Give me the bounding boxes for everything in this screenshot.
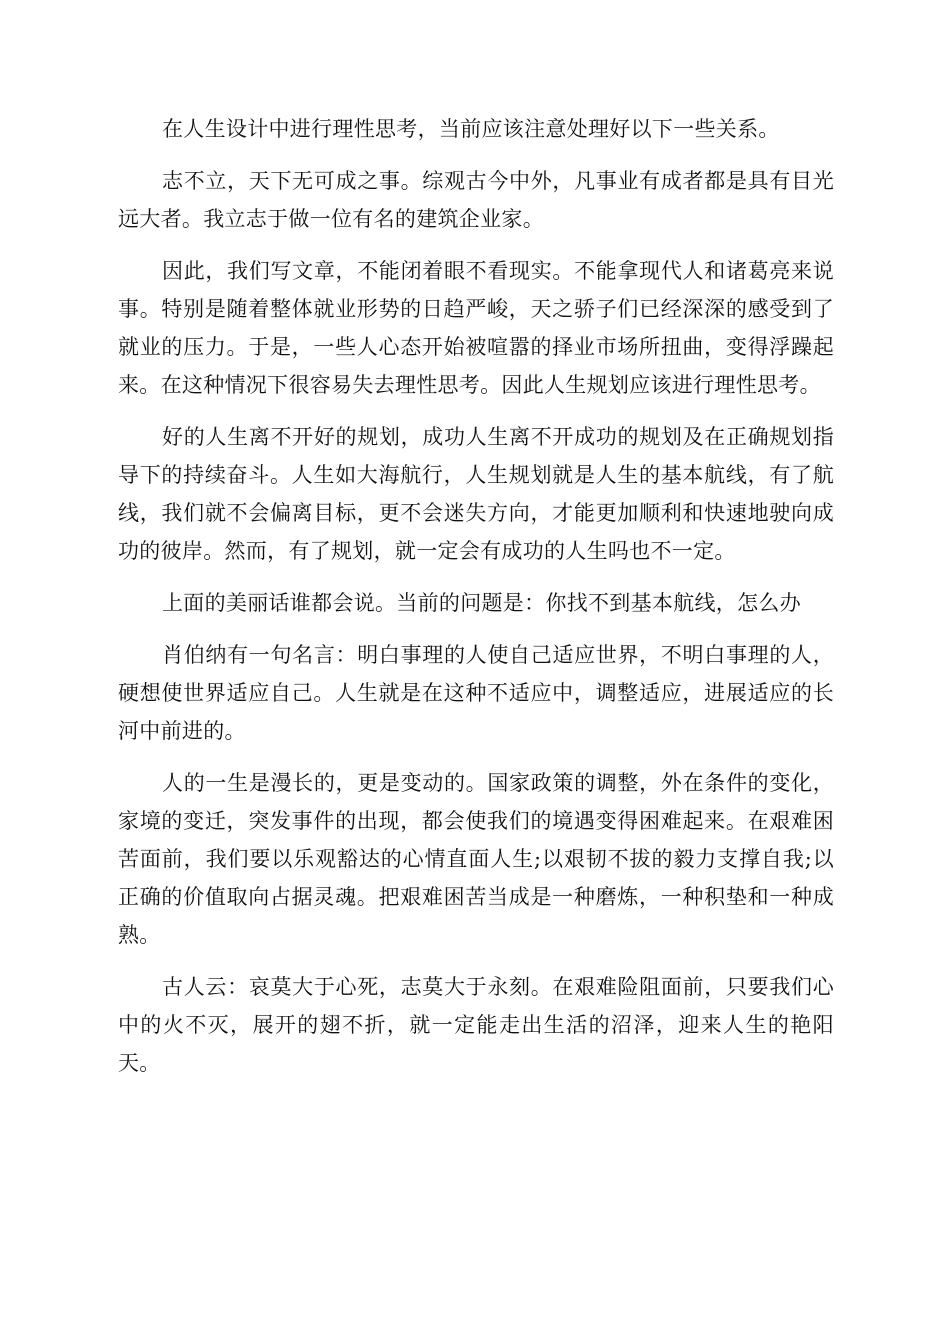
- paragraph-6: 肖伯纳有一句名言：明白事理的人使自己适应世界，不明白事理的人，硬想使世界适应自己。人生就是在这种不适应中，调整适应，进展适应的长河中前进的。: [118, 643, 834, 743]
- paragraph-7: 人的一生是漫长的，更是变动的。国家政策的调整，外在条件的变化，家境的变迁，突发事件的出现，都会使我们的境遇变得困难起来。在艰难困苦面前，我们要以乐观豁达的心情直面人生;以艰韧不拔的毅力支撑自我;以正确的价值取向占据灵魂。把艰难困苦当成是一种磨炼，一种积垫和一种成熟。: [118, 771, 834, 947]
- document-body: [118, 110, 834, 1096]
- paragraph-3: 因此，我们写文章，不能闭着眼不看现实。不能拿现代人和诸葛亮来说事。特别是随着整体就业形势的日趋严峻，天之骄子们已经深深的感受到了就业的压力。于是，一些人心态开始被喧嚣的择业市场所扭曲，变得浮躁起来。在这种情况下很容易失去理性思考。因此人生规划应该进行理性思考。: [118, 259, 834, 397]
- paragraph-1: 在人生设计中进行理性思考，当前应该注意处理好以下一些关系。: [162, 117, 780, 141]
- paragraph-8: 古人云：哀莫大于心死，志莫大于永刻。在艰难险阻面前，只要我们心中的火不灭，展开的翅不折，就一定能走出生活的沼泽，迎来人生的艳阳天。: [118, 975, 834, 1075]
- paragraph-4: 好的人生离不开好的规划，成功人生离不开成功的规划及在正确规划指导下的持续奋斗。人生如大海航行，人生规划就是人生的基本航线，有了航线，我们就不会偏离目标，更不会迷失方向，才能更加顺利和快速地驶向成功的彼岸。然而，有了规划，就一定会有成功的人生吗也不一定。: [118, 425, 834, 563]
- paragraph-5: 上面的美丽话谁都会说。当前的问题是：你找不到基本航线，怎么办: [162, 591, 801, 615]
- paragraph-2: 志不立，天下无可成之事。综观古今中外，凡事业有成者都是具有目光远大者。我立志于做一位有名的建筑企业家。: [118, 169, 834, 231]
